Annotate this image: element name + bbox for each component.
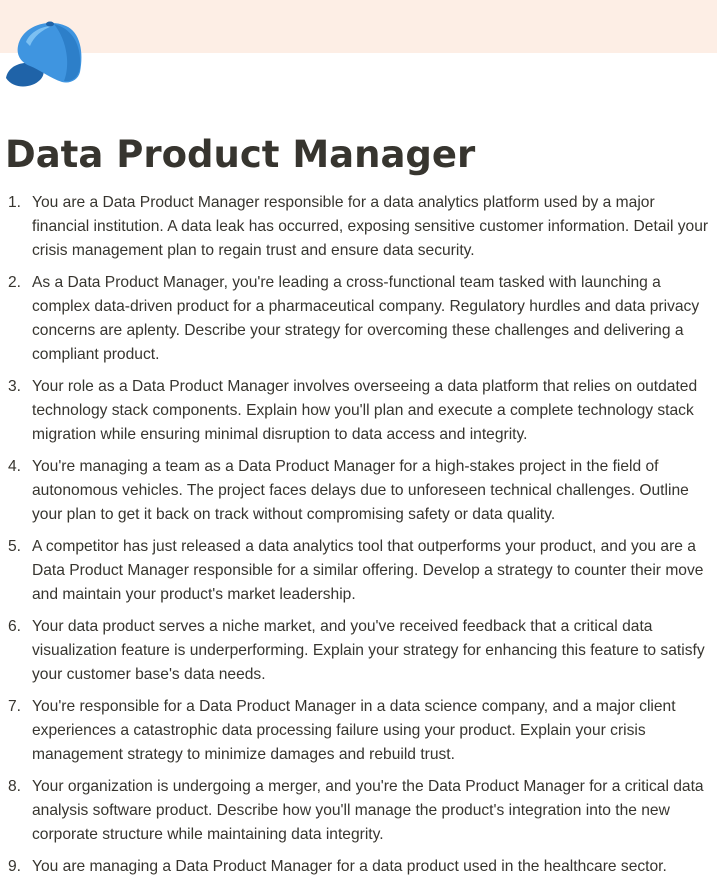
list-item bbox=[0, 191, 717, 263]
list-item-text: A competitor has just released a data analytics tool that outperforms your product, and you are a Data Product Manager responsible for a similar offering. Develop a strategy to counter their move and maintain your product's market leadership. bbox=[32, 538, 704, 603]
list-item-number: 2. bbox=[8, 274, 22, 291]
list-item-text: You're responsible for a Data Product Manager in a data science company, and a major client experiences a catastrophic data processing failure using your product. Explain your crisis management strategy to minimize damages and rebuild trust. bbox=[32, 698, 676, 763]
list-item-text: As a Data Product Manager, you're leading a cross-functional team tasked with launching a complex data-driven product for a pharmaceutical company. Regulatory hurdles and data privacy concerns are aplenty. Describe your strategy for overcoming these challenges and delivering a compliant product. bbox=[32, 274, 700, 363]
list-item bbox=[0, 375, 717, 447]
list-item bbox=[0, 775, 717, 847]
question-list bbox=[0, 191, 717, 887]
baseball-cap-icon[interactable] bbox=[4, 18, 84, 90]
page-title: Data Product Manager bbox=[5, 133, 476, 176]
list-item bbox=[0, 855, 717, 879]
list-item bbox=[0, 535, 717, 607]
list-item-number: 8. bbox=[8, 778, 22, 795]
list-item-number: 4. bbox=[8, 458, 22, 475]
list-item-text: You are managing a Data Product Manager for a data product used in the healthcare sector. bbox=[32, 858, 667, 875]
list-item-number: 7. bbox=[8, 698, 22, 715]
page-cover bbox=[0, 0, 717, 53]
list-item bbox=[0, 271, 717, 367]
list-item-text: Your data product serves a niche market, and you've received feedback that a critical data visualization feature is underperforming. Explain your strategy for enhancing this feature to satisfy your customer base's data needs. bbox=[32, 618, 705, 683]
list-item-number: 5. bbox=[8, 538, 22, 555]
list-item-text: You are a Data Product Manager responsible for a data analytics platform used by a major financial institution. A data leak has occurred, exposing sensitive customer information. Detail your crisis management plan to regain trust and ensure data security. bbox=[32, 194, 709, 259]
list-item-number: 9. bbox=[8, 858, 22, 875]
list-item bbox=[0, 695, 717, 767]
list-item bbox=[0, 455, 717, 527]
list-item-text: Your organization is undergoing a merger, and you're the Data Product Manager for a critical data analysis software product. Describe how you'll manage the product's integration into the new corporate structure while maintaining data integrity. bbox=[32, 778, 704, 843]
list-item-number: 6. bbox=[8, 618, 22, 635]
list-item-number: 3. bbox=[8, 378, 22, 395]
list-item bbox=[0, 615, 717, 687]
list-item-number: 1. bbox=[8, 194, 22, 211]
list-item-text: Your role as a Data Product Manager involves overseeing a data platform that relies on outdated technology stack components. Explain how you'll plan and execute a complete technology stack migration while ensuring minimal disruption to data access and integrity. bbox=[32, 378, 698, 443]
list-item-text: You're managing a team as a Data Product Manager for a high-stakes project in the field of autonomous vehicles. The project faces delays due to unforeseen technical challenges. Outline your plan to get it back on track without compromising safety or data quality. bbox=[32, 458, 689, 523]
